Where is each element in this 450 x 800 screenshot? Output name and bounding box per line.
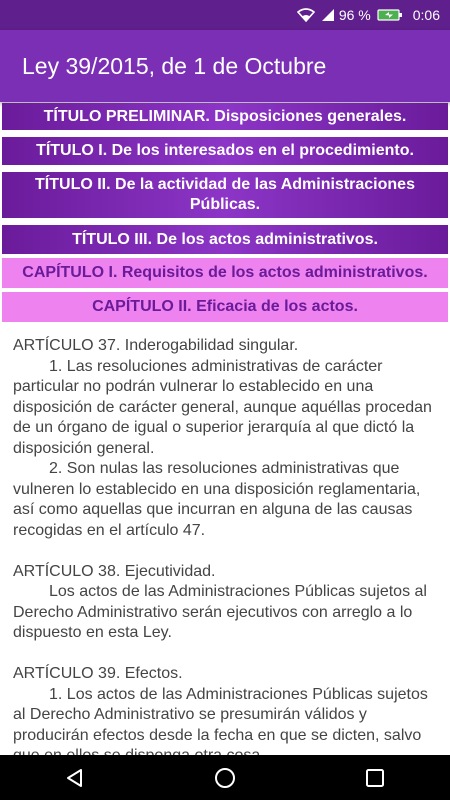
section-titulo-i[interactable] [2, 137, 448, 165]
status-bar [0, 0, 450, 30]
article-text [13, 336, 438, 767]
clock: 0:06 [412, 7, 440, 23]
home-icon[interactable] [195, 755, 255, 800]
article-heading: ARTÍCULO 38. Ejecutividad. [13, 562, 216, 580]
section-label: TÍTULO PRELIMINAR. Disposiciones generales. [43, 107, 407, 125]
app-bar [0, 30, 450, 102]
section-label: CAPÍTULO I. Requisitos de los actos administrativos. [22, 264, 428, 281]
battery-percent: 96 % [338, 7, 371, 23]
wifi-icon [297, 8, 315, 22]
article-heading: ARTÍCULO 39. Efectos. [13, 665, 183, 682]
section-label: TÍTULO III. De los actos administrativos. [72, 230, 378, 248]
article-paragraph: 1. Los actos de las Administraciones Públicas sujetos al Derecho Administrativo se presumirán válidos y producirán efectos desde la fecha en que se dicten, salvo [13, 685, 428, 744]
section-label: TÍTULO II. De la actividad de las Administraciones Públicas. [35, 176, 415, 213]
section-titulo-ii[interactable] [2, 172, 448, 218]
battery-charging-icon [377, 8, 403, 22]
section-titulo-preliminar[interactable] [2, 103, 448, 130]
section-capitulo-i[interactable] [2, 258, 448, 288]
article-heading: ARTÍCULO 37. Inderogabilidad singular. [13, 337, 299, 354]
section-label: CAPÍTULO II. Eficacia de los actos. [92, 298, 358, 315]
recents-icon[interactable] [345, 755, 405, 800]
navigation-bar [0, 755, 450, 800]
article-paragraph: 2. Son nulas las resoluciones administrativas que vulneren lo establecido en una disposición reglamentaria, así como aquellas que incurran en alguna de las causas recogidas en el artículo 47. [13, 460, 421, 539]
article-paragraph: 1. Las resoluciones administrativas de carácter particular no podrán vulnerar lo establecido en una disposición de carácter general, aunque aquéllas procedan de un órgano de igual o superior jerarquía al que dictó la disposición general. [13, 357, 432, 457]
section-capitulo-ii[interactable] [2, 292, 448, 322]
signal-icon [321, 8, 335, 22]
page-title: Ley 39/2015, de 1 de Octubre [22, 52, 327, 79]
article-paragraph: Los actos de las Administraciones Públicas sujetos al Derecho Administrativo serán ejecutivos con arreglo a lo dispuesto en esta Ley. [13, 583, 427, 641]
back-icon[interactable] [45, 755, 105, 800]
section-titulo-iii[interactable] [2, 225, 448, 254]
section-label: TÍTULO I. De los interesados en el procedimiento. [36, 142, 414, 159]
